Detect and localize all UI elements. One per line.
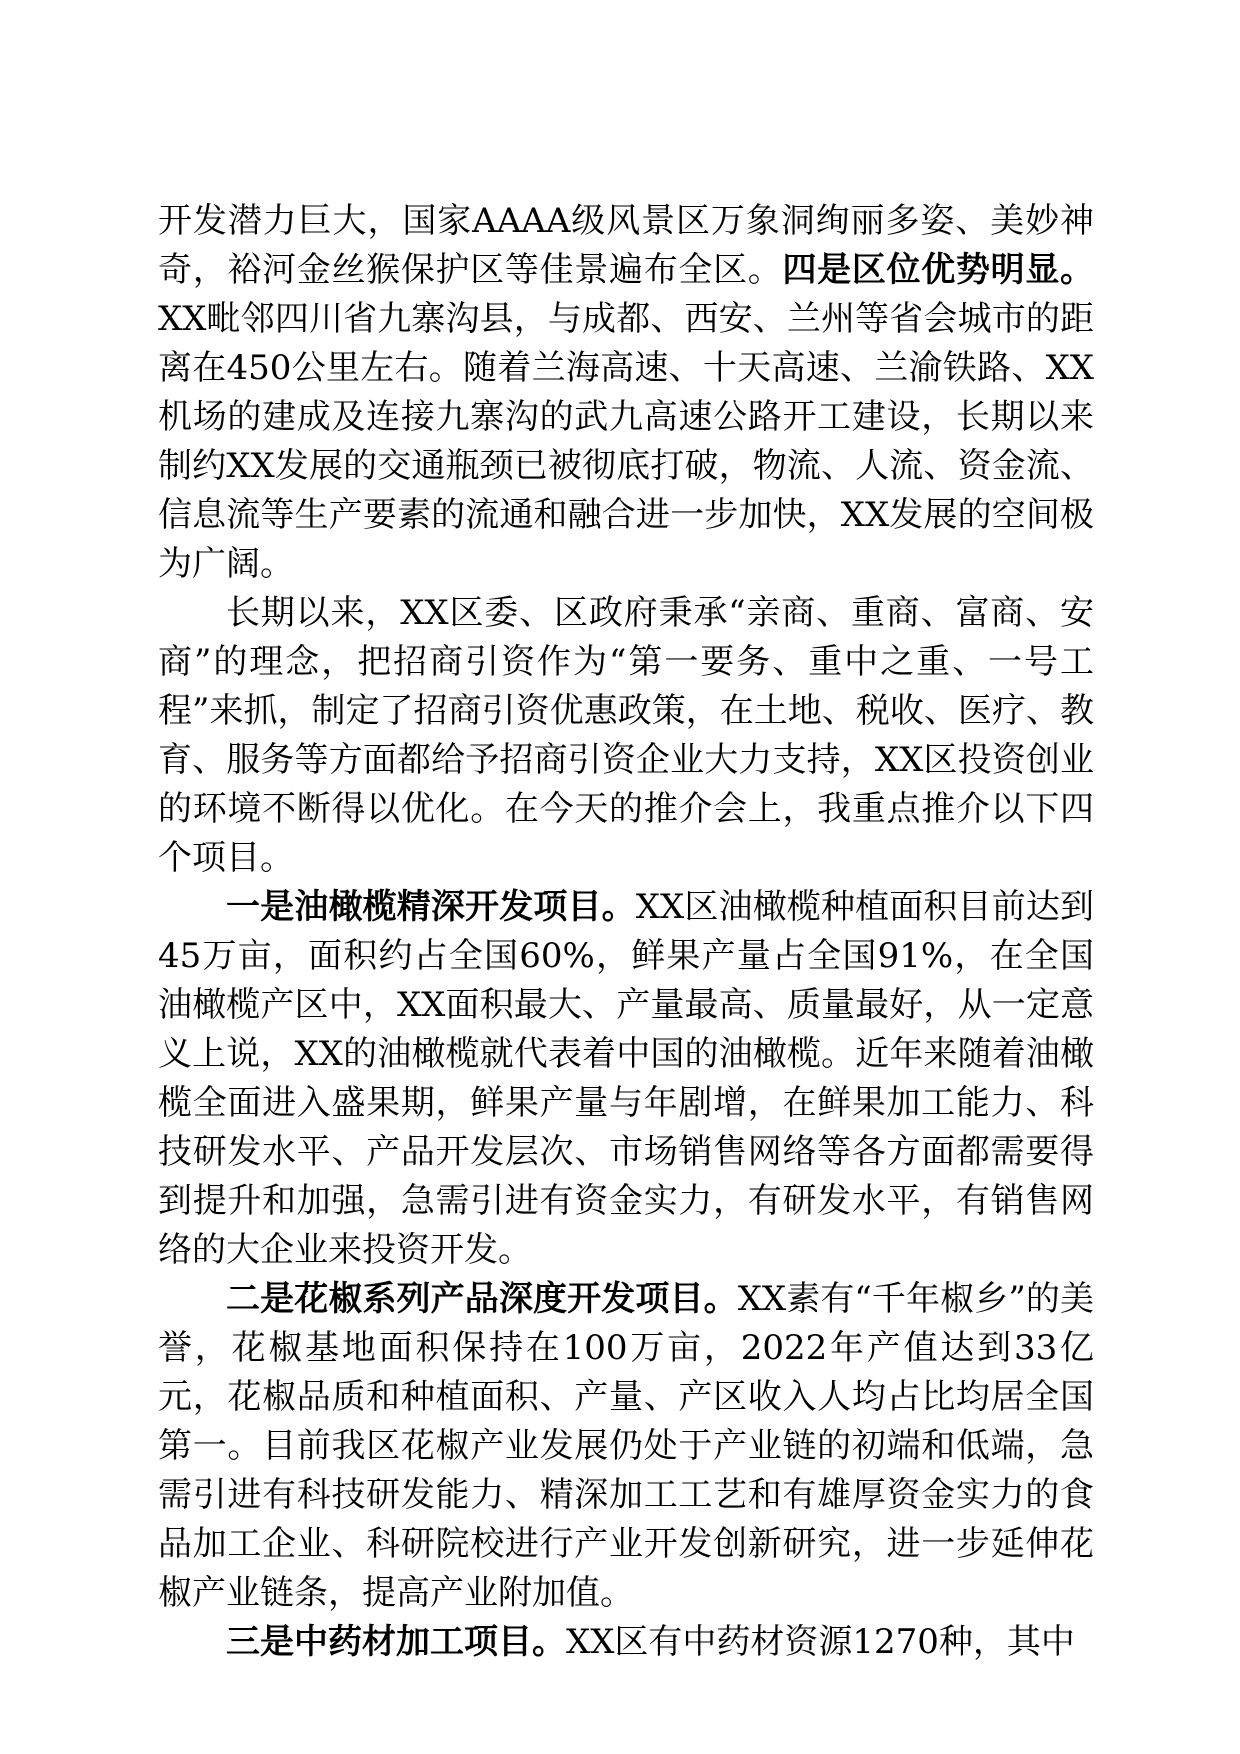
paragraph-olive-project: [158, 883, 1094, 1275]
section-heading-olive: 一是油橄榄精深开发项目。: [226, 887, 636, 927]
section-heading-medicine: 三是中药材加工项目。: [226, 1622, 566, 1662]
paragraph-pepper-project: [158, 1275, 1094, 1618]
paragraph-text: 开发潜力巨大，国家AAAA级风景区万象洞绚丽多姿、美妙神奇，裕河金丝猴保护区等佳景遍布全区。: [158, 201, 1094, 290]
paragraph-text: XX素有“千年椒乡”的美誉，花椒基地面积保持在100万亩，2022年产值达到33亿元，花椒品质和种植面积、产量、产区收入人均占比均居全国第一。目前我区花椒产业发展仍处于产业链的初端和低端，急需引进有科技研发能力、精深加工工艺和有雄厚资金实力的食品加工企业、科研院校进行产业开发创新研究，进一步延伸花椒产业链条，提高产业附加值。: [158, 1279, 1094, 1613]
paragraph-text: XX毗邻四川省九寨沟县，与成都、西安、兰州等省会城市的距离在450公里左右。随着兰海高速、十天高速、兰渝铁路、XX机场的建成及连接九寨沟的武九高速公路开工建设，长期以来制约XX发展的交通瓶颈已被彻底打破，物流、人流、资金流、信息流等生产要素的流通和融合进一步加快，XX发展的空间极为广阔。: [158, 299, 1094, 584]
body-text: [158, 197, 1094, 1667]
paragraph-medicine-project: [158, 1618, 1094, 1667]
section-heading-pepper: 二是花椒系列产品深度开发项目。: [226, 1279, 738, 1319]
paragraph-text: XX区有中药材资源1270种，其中: [566, 1622, 1075, 1662]
paragraph-investment-environment: [158, 589, 1094, 883]
section-heading-location: 四是区位优势明显。: [782, 250, 1095, 290]
paragraph-text: 长期以来，XX区委、区政府秉承“亲商、重商、富商、安商”的理念，把招商引资作为“第一要务、重中之重、一号工程”来抓，制定了招商引资优惠政策，在土地、税收、医疗、教育、服务等方面都给予招商引资企业大力支持，XX区投资创业的环境不断得以优化。在今天的推介会上，我重点推介以下四个项目。: [158, 593, 1094, 878]
paragraph-text: XX区油橄榄种植面积目前达到45万亩，面积约占全国60%，鲜果产量占全国91%，在全国油橄榄产区中，XX面积最大、产量最高、质量最好，从一定意义上说，XX的油橄榄就代表着中国的油橄榄。近年来随着油橄榄全面进入盛果期，鲜果产量与年剧增，在鲜果加工能力、科技研发水平、产品开发层次、市场销售网络等各方面都需要得到提升和加强，急需引进有资金实力，有研发水平，有销售网络的大企业来投资开发。: [158, 887, 1094, 1270]
paragraph-location-advantage: [158, 197, 1094, 589]
